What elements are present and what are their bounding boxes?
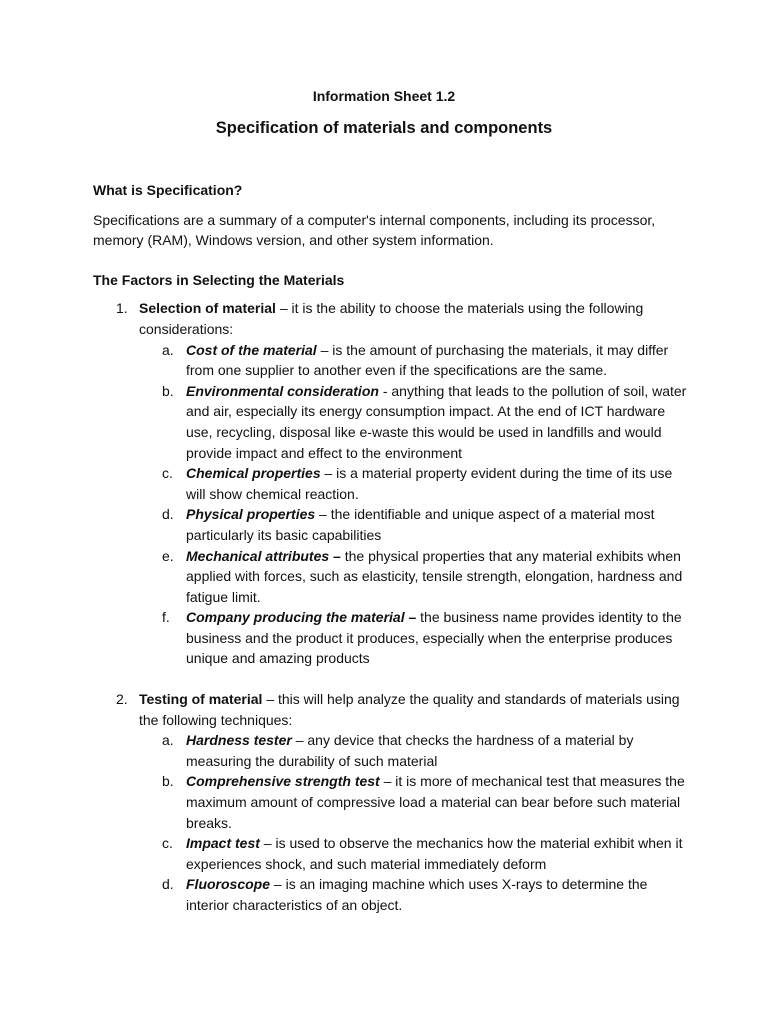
selection-sublist	[139, 340, 693, 670]
section-heading-specification: What is Specification?	[93, 182, 243, 198]
subitem-text: – is used to observe the mechanics how the material exhibit when it experiences shock, and such material immediately deform	[186, 835, 683, 872]
list-item	[162, 463, 693, 504]
subitem-term: Physical properties	[186, 506, 316, 523]
list-item	[162, 340, 693, 381]
subitem-term: Mechanical attributes	[186, 547, 330, 564]
specification-paragraph: Specifications are a summary of a computer's internal components, including its processor, memory (RAM), Windows version, and other system information.	[93, 211, 656, 249]
list-letter: c.	[162, 835, 173, 852]
subitem-term: Impact test	[186, 835, 260, 852]
subitem-text: – any device that checks the hardness of a material by measuring the durability of such material	[186, 732, 634, 769]
factor-text: – this will help analyze the quality and standards of materials using the following techniques:	[139, 691, 680, 728]
subitem-text: the business name provides identity to the business and the product it produces, especially when the enterprise produces unique and amazing products	[186, 609, 682, 667]
subitem-text: – is a material property evident during the time of its use will show chemical reaction.	[186, 465, 673, 502]
subitem-text: - anything that leads to the pollution of soil, water and air, especially its energy consumption impact. At the end of ICT hardware use, recycling, disposal like e-waste this would be used in landfills and would provide impact and effect to the environment	[186, 382, 687, 461]
list-item	[162, 771, 693, 833]
subitem-term: Fluoroscope	[186, 876, 271, 893]
list-number: 2.	[116, 691, 128, 708]
list-letter: a.	[162, 732, 174, 749]
factor-term: Selection of material	[139, 300, 276, 317]
factor-item-selection	[116, 298, 693, 669]
factor-text: – it is the ability to choose the materials using the following considerations:	[139, 300, 644, 337]
subitem-text: – is the amount of purchasing the materials, it may differ from one supplier to another even if the specifications are the same.	[186, 341, 669, 379]
list-letter: a.	[162, 341, 174, 358]
subitem-text: – the identifiable and unique aspect of a material most particularly its basic capabilities	[186, 506, 655, 543]
testing-sublist	[139, 730, 693, 915]
list-letter: e.	[162, 547, 174, 564]
subitem-term: Comprehensive strength test	[186, 773, 380, 790]
list-letter: b.	[162, 382, 174, 399]
subitem-term: Environmental consideration	[186, 382, 379, 399]
list-item	[162, 381, 693, 463]
subitem-term: Company producing the material	[186, 609, 405, 626]
subitem-text: – is an imaging machine which uses X-rays to determine the interior characteristics of an object.	[186, 876, 648, 913]
section-heading-factors: The Factors in Selecting the Materials	[93, 271, 345, 288]
document-body	[93, 180, 693, 916]
subitem-term: Chemical properties	[186, 465, 321, 482]
list-letter: c.	[162, 465, 173, 482]
list-letter: d.	[162, 506, 174, 523]
list-item	[162, 546, 693, 608]
sheet-label: Information Sheet 1.2	[312, 88, 456, 104]
list-letter: f.	[162, 609, 170, 626]
factor-term: Testing of material	[139, 691, 263, 708]
list-item	[162, 874, 693, 915]
page-title: Specification of materials and components	[215, 119, 553, 137]
subitem-text: – it is more of mechanical test that measures the maximum amount of compressive load a material can bear before such material breaks.	[186, 773, 685, 831]
list-item	[162, 730, 693, 771]
list-number: 1.	[116, 300, 128, 317]
list-letter: b.	[162, 773, 174, 790]
list-item	[162, 607, 693, 669]
subitem-text: the physical properties that any material exhibits when applied with forces, such as elasticity, tensile strength, elongation, hardness and fatigue limit.	[186, 547, 683, 605]
factor-item-testing	[116, 689, 693, 916]
list-item	[162, 833, 693, 874]
factors-list	[93, 298, 693, 915]
subitem-term: Cost of the material	[186, 341, 317, 358]
subitem-term: Hardness tester	[186, 732, 292, 749]
subitem-separator: –	[329, 547, 341, 564]
list-item	[162, 504, 693, 545]
list-letter: d.	[162, 876, 174, 893]
subitem-separator: –	[404, 609, 417, 626]
